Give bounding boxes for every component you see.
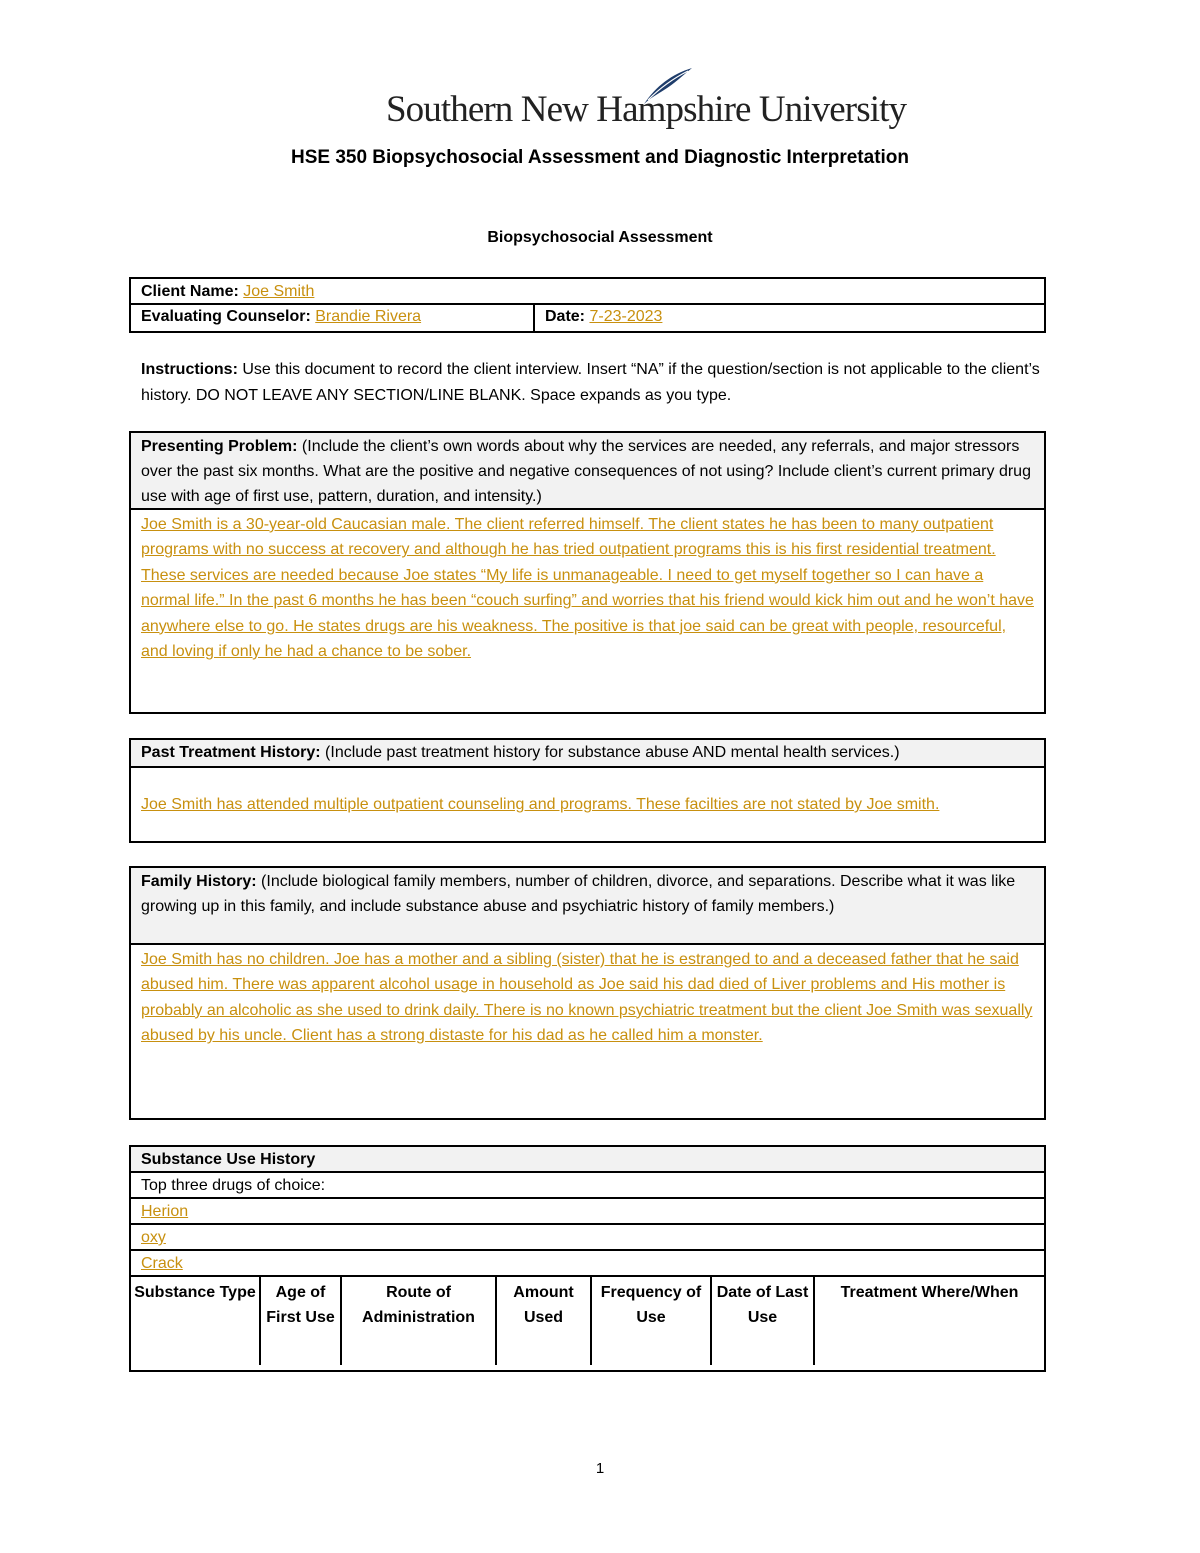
client-name-row: [131, 279, 1044, 305]
drug-3[interactable]: Crack: [141, 1255, 183, 1272]
col-substance-type: Substance Type: [131, 1277, 260, 1365]
client-name-value[interactable]: Joe Smith: [243, 283, 315, 300]
drug-row: [131, 1199, 1044, 1225]
instructions-text: Use this document to record the client interview. Insert “NA” if the question/section is not applicable to the client’s history. DO NOT LEAVE ANY SECTION/LINE BLANK. Space expands as you type.: [141, 361, 1040, 404]
university-logo: [386, 66, 907, 136]
past-treatment-answer[interactable]: Joe Smith has attended multiple outpatient counseling and programs. These facilties are not stated by Joe smith.: [141, 796, 940, 813]
presenting-problem-answer[interactable]: Joe Smith is a 30-year-old Caucasian male. The client referred himself. The client states he has been to many outpatient programs with no success at recovery and although he has tried outpatient programs this is his first residential treatment. These services are needed because Joe states “My life is unmanageable. I need to get myself together so I can have a normal life.” In the past 6 months he has been “couch surfing” and worries that his friend would kick him out and he won’t have anywhere else to go. He states drugs are his weakness. The positive is that joe said can be great with people, resourceful, and loving if only he had a chance to be sober.: [141, 516, 1034, 661]
family-history-label: Family History:: [141, 873, 257, 890]
instructions-label: Instructions:: [141, 361, 238, 378]
substance-use-table: [131, 1277, 1044, 1365]
col-age-first-use: Age of First Use: [260, 1277, 341, 1365]
presenting-problem-label: Presenting Problem:: [141, 438, 298, 455]
top-three-label-row: [131, 1173, 1044, 1199]
counselor-value[interactable]: Brandie Rivera: [315, 308, 422, 325]
drug-row: [131, 1225, 1044, 1251]
presenting-problem-prompt: [131, 433, 1044, 510]
client-name-label: Client Name:: [141, 283, 239, 300]
counselor-label: Evaluating Counselor:: [141, 308, 311, 325]
presenting-problem-instructions: (Include the client’s own words about why the services are needed, any referrals, and major stressors over the past six months. What are the positive and negative consequences of not using? Include client’s current primary drug use with age of first use, pattern, duration, and intensity.): [141, 438, 1031, 505]
drug-1[interactable]: Herion: [141, 1203, 189, 1220]
university-name: Southern New Hampshire University: [386, 89, 907, 130]
date-value[interactable]: 7-23-2023: [589, 308, 663, 325]
table-header-row: [131, 1277, 1044, 1365]
col-route: Route of Administration: [341, 1277, 496, 1365]
date-label: Date:: [545, 308, 586, 325]
form-title: Biopsychosocial Assessment: [487, 229, 713, 246]
past-treatment-label: Past Treatment History:: [141, 744, 321, 761]
drug-row: [131, 1251, 1044, 1277]
family-history-prompt: [131, 868, 1044, 945]
family-history-answer[interactable]: Joe Smith has no children. Joe has a mother and a sibling (sister) that he is estranged to and a deceased father that he said abused him. There was apparent alcohol usage in household as Joe said his dad died of Liver problems and His mother is probably an alcoholic as she used to drink daily. There is no known psychiatric treatment but the client Joe Smith was sexually abused by his uncle. Client has a strong distaste for his dad as he called him a monster.: [141, 951, 1033, 1045]
top-three-label: Top three drugs of choice:: [141, 1177, 326, 1194]
substance-table-row: [131, 1277, 1044, 1365]
counselor-cell: [131, 305, 535, 331]
past-treatment-prompt: [131, 740, 1044, 768]
client-info-table: [129, 277, 1046, 333]
instructions: [141, 357, 1041, 408]
col-last-use: Date of Last Use: [711, 1277, 814, 1365]
course-title: HSE 350 Biopsychosocial Assessment and Diagnostic Interpretation: [290, 147, 910, 168]
col-amount-used: Amount Used: [496, 1277, 591, 1365]
drug-2[interactable]: oxy: [141, 1229, 166, 1246]
past-treatment-section: [129, 738, 1046, 843]
substance-use-title-row: [131, 1147, 1044, 1173]
col-treatment: Treatment Where/When: [840, 1284, 1019, 1301]
presenting-problem-section: [129, 431, 1046, 714]
substance-use-title: Substance Use History: [141, 1151, 316, 1168]
family-history-instructions: (Include biological family members, number of children, divorce, and separations. Describe what it was like growing up in this family, and include substance abuse and psychiatric history of family members.): [141, 873, 1016, 915]
counselor-date-row: [131, 305, 1044, 331]
past-treatment-instructions: (Include past treatment history for substance abuse AND mental health services.): [320, 744, 900, 761]
col-frequency: Frequency of Use: [591, 1277, 711, 1365]
family-history-section: [129, 866, 1046, 1120]
substance-use-section: [129, 1145, 1046, 1372]
date-cell: [535, 305, 1044, 331]
page-number: 1: [595, 1460, 605, 1477]
